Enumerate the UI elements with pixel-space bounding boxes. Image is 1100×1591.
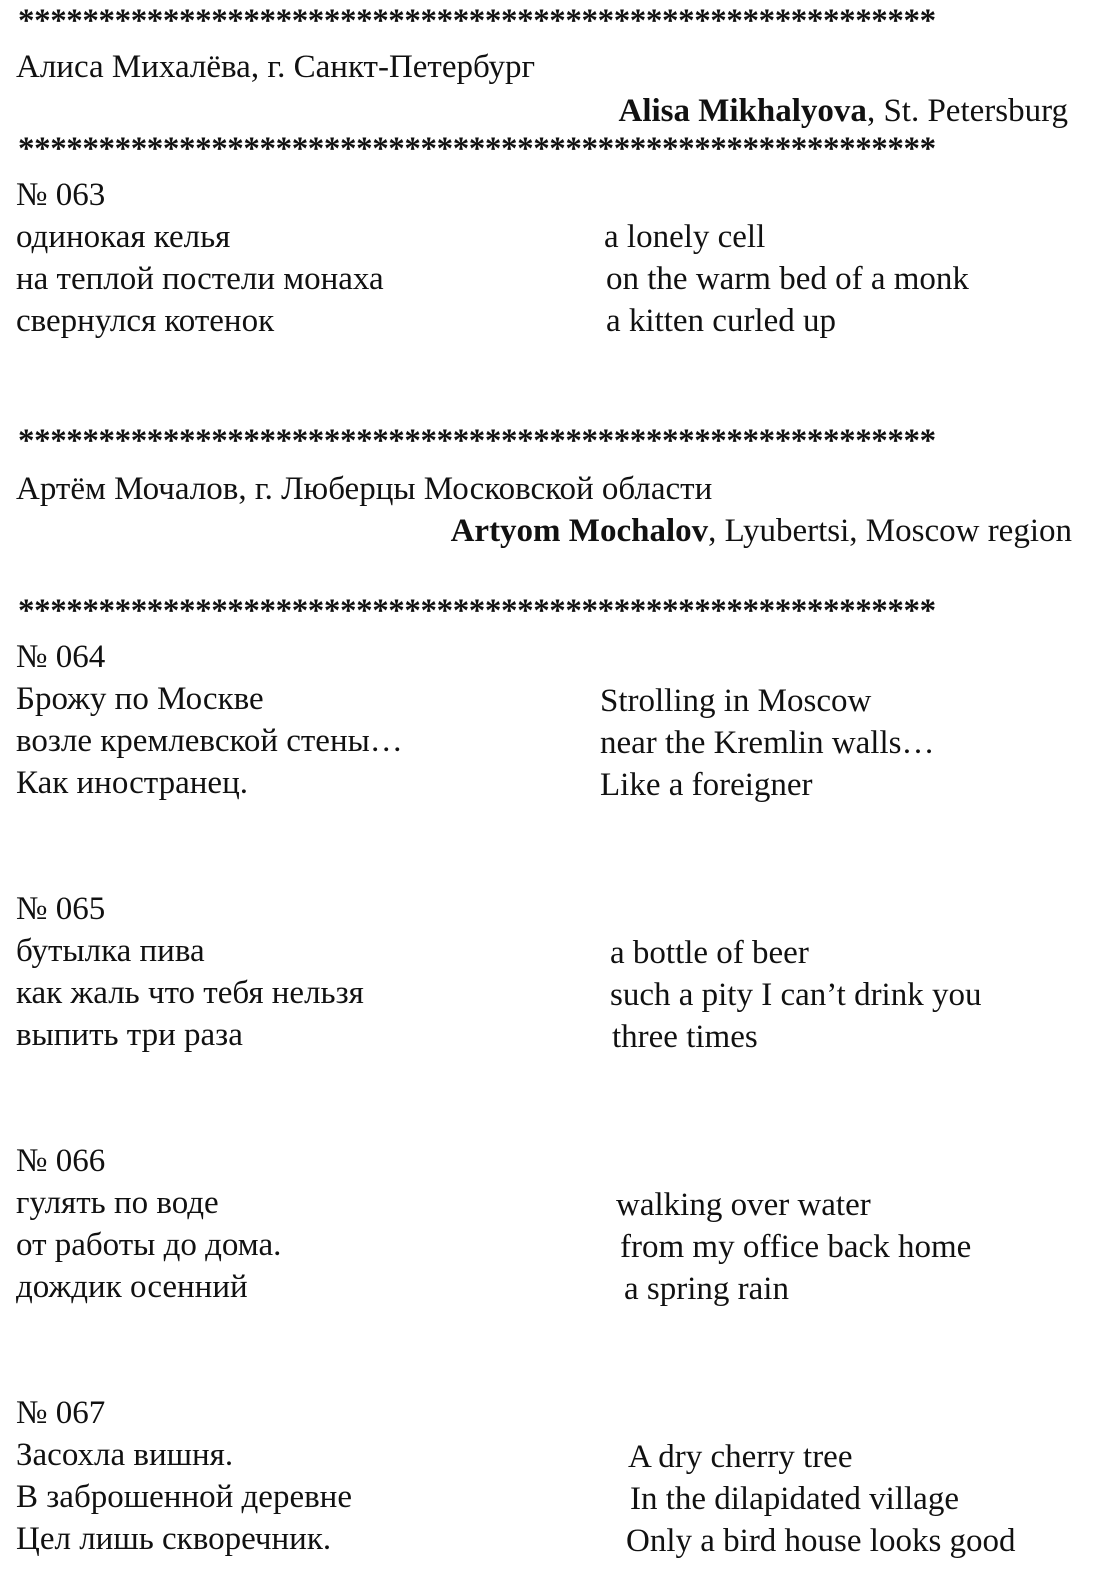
poem-line-en: a bottle of beer (610, 935, 809, 971)
poem-line-en: Like a foreigner (600, 767, 813, 803)
poem-line-ru: одинокая келья (16, 219, 231, 255)
poem-line-ru: гулять по воде (16, 1185, 219, 1221)
author-en-name: Alisa Mikhalyova (618, 93, 867, 129)
poem-line-ru: как жаль что тебя нельзя (16, 975, 364, 1011)
poem-line-en: walking over water (616, 1187, 871, 1223)
poem-line-ru: В заброшенной деревне (16, 1479, 352, 1515)
poem-line-en: In the dilapidated village (630, 1481, 959, 1517)
poem-line-ru: бутылка пива (16, 933, 205, 969)
separator-line: ********************************************************* (18, 134, 936, 164)
author-en-name: Artyom Mochalov (450, 513, 709, 549)
poem-line-en: a lonely cell (604, 219, 766, 255)
poem-line-en: Strolling in Moscow (600, 683, 872, 719)
poem-line-en: three times (612, 1019, 758, 1055)
poem-number: № 065 (16, 891, 106, 927)
poem-line-en: a spring rain (624, 1271, 789, 1307)
poem-number: № 067 (16, 1395, 106, 1431)
poem-number: № 064 (16, 639, 106, 675)
poem-line-en: Only a bird house looks good (626, 1523, 1016, 1559)
author-en-place: , St. Petersburg (866, 93, 1068, 129)
poem-line-ru: Брожу по Москве (16, 681, 264, 717)
poem-line-ru: от работы до дома. (16, 1227, 282, 1263)
poem-line-en: on the warm bed of a monk (606, 261, 969, 297)
separator-line: ********************************************************* (18, 426, 936, 456)
poem-line-ru: Как иностранец. (16, 765, 248, 801)
author-en (451, 510, 1072, 552)
author-ru: Алиса Михалёва, г. Санкт-Петербург (16, 49, 536, 85)
poem-line-ru: свернулся котенок (16, 303, 275, 339)
poem-number: № 066 (16, 1143, 106, 1179)
separator-line: ********************************************************* (18, 6, 936, 36)
poem-line-ru: Засохла вишня. (16, 1437, 234, 1473)
poem-line-en: such a pity I can’t drink you (610, 977, 982, 1013)
poem-line-en: from my office back home (620, 1229, 972, 1265)
poem-line-ru: возле кремлевской стены… (16, 723, 403, 759)
author-en-place: , Lyubertsi, Moscow region (708, 513, 1072, 549)
poem-line-ru: на теплой постели монаха (16, 261, 384, 297)
author-ru: Артём Мочалов, г. Люберцы Московской области (16, 471, 713, 507)
author-en (618, 90, 1068, 132)
poem-line-ru: выпить три раза (16, 1017, 243, 1053)
poem-number: № 063 (16, 177, 106, 213)
poem-line-en: a kitten curled up (606, 303, 837, 339)
poem-line-ru: Цел лишь скворечник. (16, 1521, 332, 1557)
poem-line-en: A dry cherry tree (628, 1439, 853, 1475)
poem-line-en: near the Kremlin walls… (600, 725, 935, 761)
separator-line: ********************************************************* (18, 596, 936, 626)
poem-line-ru: дождик осенний (16, 1269, 248, 1305)
